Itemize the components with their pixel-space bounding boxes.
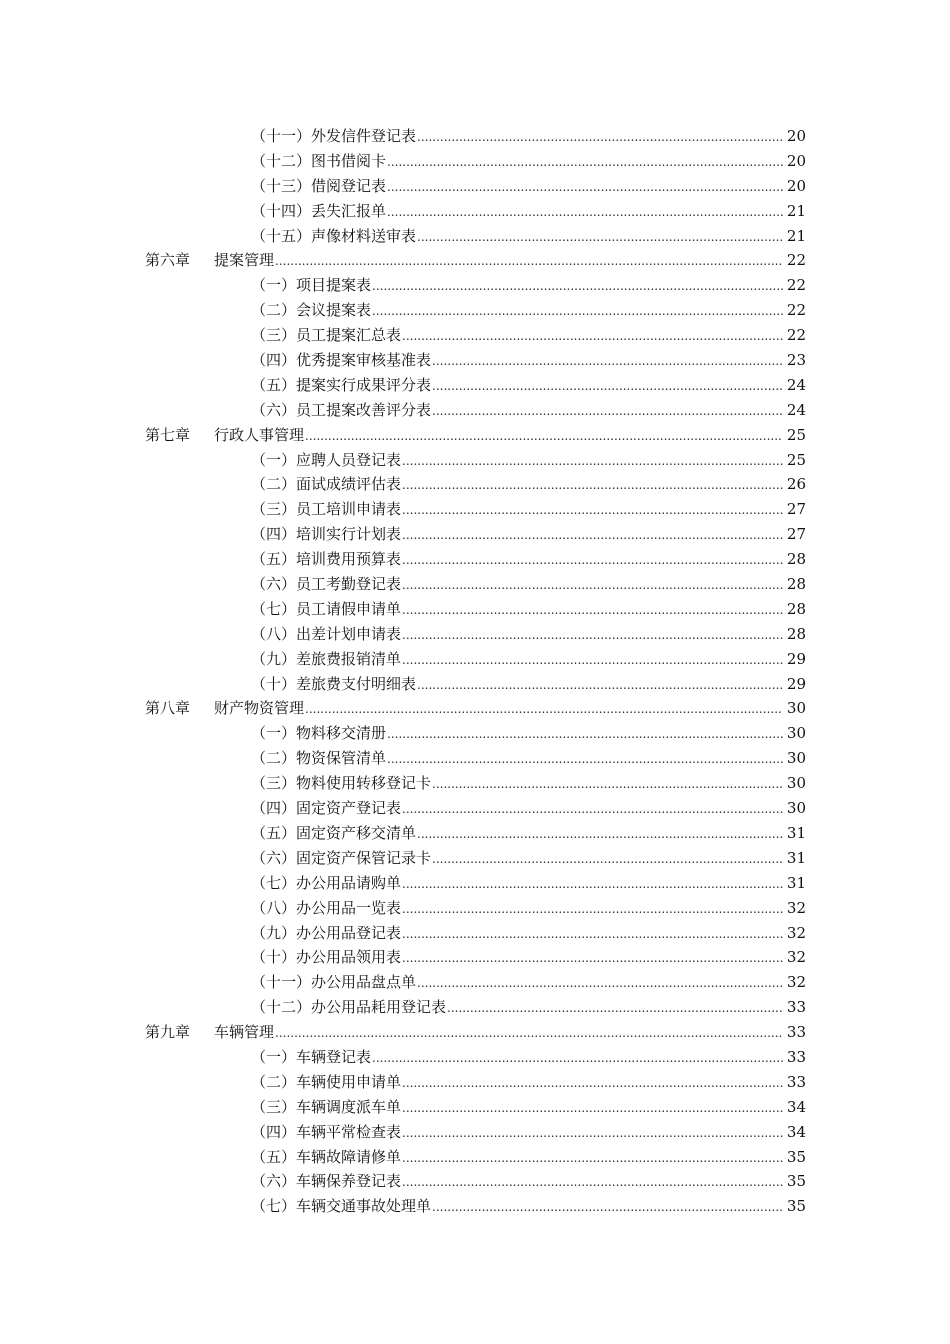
toc-section-entry[interactable] <box>0 522 950 547</box>
page-number: 22 <box>786 251 806 270</box>
dot-leader <box>372 299 783 324</box>
page-number: 25 <box>786 450 806 469</box>
toc-section-entry[interactable] <box>0 746 950 771</box>
toc-entry-label: （四）培训实行计划表 <box>251 525 402 544</box>
toc-entry-label: （十四）丢失汇报单 <box>251 201 387 220</box>
page-number: 21 <box>786 226 806 245</box>
toc-section-entry[interactable] <box>0 846 950 871</box>
toc-entry-label: （五）提案实行成果评分表 <box>251 375 432 394</box>
dot-leader <box>402 473 783 498</box>
dot-leader <box>402 922 783 947</box>
toc-entry-label: （一）应聘人员登记表 <box>251 450 402 469</box>
toc-section-entry[interactable] <box>0 821 950 846</box>
toc-section-entry[interactable] <box>0 572 950 597</box>
toc-entry-label: （七）办公用品请购单 <box>251 873 402 892</box>
toc-section-entry[interactable] <box>0 224 950 249</box>
toc-entry-label: （十）办公用品领用表 <box>251 948 402 967</box>
toc-section-entry[interactable] <box>0 622 950 647</box>
toc-section-entry[interactable] <box>0 448 950 473</box>
toc-entry-label: （九）办公用品登记表 <box>251 923 402 942</box>
toc-entry-label: （六）员工提案改善评分表 <box>251 400 432 419</box>
toc-entry-label <box>145 696 304 721</box>
dot-leader <box>432 349 783 374</box>
toc-section-entry[interactable] <box>0 1194 950 1219</box>
dot-leader <box>305 697 783 722</box>
dot-leader <box>402 1071 783 1096</box>
toc-entry-label: （十）差旅费支付明细表 <box>251 674 417 693</box>
toc-entry-label: （二）会议提案表 <box>251 301 372 320</box>
toc-entry-label: （四）车辆平常检查表 <box>251 1122 402 1141</box>
toc-entry-label: （三）物料使用转移登记卡 <box>251 774 432 793</box>
page-number: 22 <box>786 326 806 345</box>
page-number: 35 <box>786 1197 806 1216</box>
dot-leader <box>372 1046 783 1071</box>
toc-entry-label: （十一）办公用品盘点单 <box>251 973 417 992</box>
page-number: 30 <box>786 724 806 743</box>
page-number: 22 <box>786 276 806 295</box>
page-number: 27 <box>786 525 806 544</box>
toc-entry-label: （十五）声像材料送审表 <box>251 226 417 245</box>
toc-section-entry[interactable] <box>0 398 950 423</box>
page-number: 35 <box>786 1147 806 1166</box>
toc-entry-label: （三）车辆调度派车单 <box>251 1097 402 1116</box>
dot-leader <box>432 374 783 399</box>
toc-entry-label: （七）车辆交通事故处理单 <box>251 1197 432 1216</box>
toc-section-entry[interactable] <box>0 796 950 821</box>
toc-section-entry[interactable] <box>0 721 950 746</box>
page-number: 20 <box>786 151 806 170</box>
page-number: 32 <box>786 948 806 967</box>
toc-entry-label: （十二）办公用品耗用登记表 <box>251 998 447 1017</box>
toc-entry-label: （七）员工请假申请单 <box>251 599 402 618</box>
page-number: 20 <box>786 127 806 145</box>
dot-leader <box>417 125 783 150</box>
toc-section-entry[interactable] <box>0 124 950 149</box>
dot-leader <box>417 225 783 250</box>
toc-entry-label: （一）车辆登记表 <box>251 1047 372 1066</box>
page-number: 33 <box>786 1072 806 1091</box>
page-number: 32 <box>786 973 806 992</box>
toc-section-entry[interactable] <box>0 273 950 298</box>
page-number: 20 <box>786 176 806 195</box>
toc-section-entry[interactable] <box>0 373 950 398</box>
toc-section-entry[interactable] <box>0 871 950 896</box>
dot-leader <box>305 424 783 449</box>
toc-chapter-entry[interactable] <box>0 248 950 273</box>
toc-entry-label: （一）项目提案表 <box>251 276 372 295</box>
toc-entry-label: （二）面试成绩评估表 <box>251 475 402 494</box>
page-number: 30 <box>786 699 806 718</box>
toc-entry-label: （五）车辆故障请修单 <box>251 1147 402 1166</box>
toc-entry-label: （十二）图书借阅卡 <box>251 151 387 170</box>
page-number: 26 <box>786 475 806 494</box>
page-number: 24 <box>786 375 806 394</box>
page-number: 35 <box>786 1172 806 1191</box>
dot-leader <box>417 971 783 996</box>
toc-entry-label: （四）固定资产登记表 <box>251 799 402 818</box>
toc-entry-label: （十一）外发信件登记表 <box>251 127 417 145</box>
dot-leader <box>432 1195 783 1220</box>
page-number: 24 <box>786 400 806 419</box>
page-number: 21 <box>786 201 806 220</box>
toc-section-entry[interactable] <box>0 1095 950 1120</box>
dot-leader <box>402 946 783 971</box>
toc-entry-label: （六）固定资产保管记录卡 <box>251 848 432 867</box>
toc-section-entry[interactable] <box>0 547 950 572</box>
toc-section-entry[interactable] <box>0 921 950 946</box>
dot-leader <box>402 498 783 523</box>
page-number: 29 <box>786 649 806 668</box>
dot-leader <box>402 1121 783 1146</box>
page-number: 34 <box>786 1097 806 1116</box>
toc-entry-label: （九）差旅费报销清单 <box>251 649 402 668</box>
page-number: 29 <box>786 674 806 693</box>
toc-entry-label <box>145 423 304 448</box>
page-number: 32 <box>786 898 806 917</box>
page-number: 34 <box>786 1122 806 1141</box>
chapter-title: 提案管理 <box>214 251 275 270</box>
toc-section-entry[interactable] <box>0 1145 950 1170</box>
dot-leader <box>402 1096 783 1121</box>
toc-section-entry[interactable] <box>0 995 950 1020</box>
toc-section-entry[interactable] <box>0 771 950 796</box>
page-number: 31 <box>786 823 806 842</box>
dot-leader <box>275 249 783 274</box>
dot-leader <box>387 150 783 175</box>
toc-section-entry[interactable] <box>0 1120 950 1145</box>
toc-entry-label: （八）办公用品一览表 <box>251 898 402 917</box>
page-number: 31 <box>786 848 806 867</box>
toc-section-entry[interactable] <box>0 174 950 199</box>
toc-chapter-entry[interactable] <box>0 423 950 448</box>
page-number: 30 <box>786 774 806 793</box>
dot-leader <box>402 598 783 623</box>
toc-entry-label: （三）员工提案汇总表 <box>251 326 402 345</box>
toc-entry-label <box>145 248 274 273</box>
dot-leader <box>402 324 783 349</box>
toc-entry-label: （五）固定资产移交清单 <box>251 823 417 842</box>
dot-leader <box>417 822 783 847</box>
page-number: 23 <box>786 351 806 370</box>
page-number: 31 <box>786 873 806 892</box>
page-number: 27 <box>786 500 806 519</box>
toc-entry-label: （五）培训费用预算表 <box>251 550 402 569</box>
dot-leader <box>402 1146 783 1171</box>
dot-leader <box>402 623 783 648</box>
dot-leader <box>387 200 783 225</box>
toc-section-entry[interactable] <box>0 970 950 995</box>
toc-section-entry[interactable] <box>0 323 950 348</box>
toc-entry-label: （六）员工考勤登记表 <box>251 575 402 594</box>
chapter-title: 财产物资管理 <box>214 699 305 718</box>
dot-leader <box>402 548 783 573</box>
page-number: 32 <box>786 923 806 942</box>
page-number: 33 <box>786 1047 806 1066</box>
toc-entry-label: （二）车辆使用申请单 <box>251 1072 402 1091</box>
dot-leader <box>402 897 783 922</box>
dot-leader <box>402 449 783 474</box>
table-of-contents <box>0 124 950 1219</box>
page-number: 22 <box>786 301 806 320</box>
chapter-title: 行政人事管理 <box>214 425 305 444</box>
page-number: 30 <box>786 749 806 768</box>
dot-leader <box>432 399 783 424</box>
dot-leader <box>417 673 783 698</box>
toc-entry-label: （二）物资保管清单 <box>251 749 387 768</box>
toc-section-entry[interactable] <box>0 672 950 697</box>
toc-chapter-entry[interactable] <box>0 1020 950 1045</box>
dot-leader <box>402 872 783 897</box>
page-number: 28 <box>786 624 806 643</box>
dot-leader <box>402 648 783 673</box>
toc-section-entry[interactable] <box>0 1070 950 1095</box>
dot-leader <box>402 797 783 822</box>
dot-leader <box>372 274 783 299</box>
toc-entry-label: （六）车辆保养登记表 <box>251 1172 402 1191</box>
dot-leader <box>447 996 783 1021</box>
page-number: 33 <box>786 1023 806 1042</box>
dot-leader <box>402 573 783 598</box>
toc-section-entry[interactable] <box>0 647 950 672</box>
toc-section-entry[interactable] <box>0 597 950 622</box>
page-number: 28 <box>786 575 806 594</box>
toc-section-entry[interactable] <box>0 348 950 373</box>
dot-leader <box>275 1021 783 1046</box>
toc-section-entry[interactable] <box>0 945 950 970</box>
dot-leader <box>387 175 783 200</box>
chapter-number: 第九章 <box>145 1023 191 1042</box>
toc-entry-label: （四）优秀提案审核基准表 <box>251 351 432 370</box>
chapter-number: 第八章 <box>145 699 191 718</box>
toc-section-entry[interactable] <box>0 298 950 323</box>
toc-chapter-entry[interactable] <box>0 696 950 721</box>
toc-section-entry[interactable] <box>0 497 950 522</box>
page-number: 33 <box>786 998 806 1017</box>
toc-section-entry[interactable] <box>0 149 950 174</box>
toc-entry-label: （一）物料移交清册 <box>251 724 387 743</box>
chapter-title: 车辆管理 <box>214 1023 275 1042</box>
toc-entry-label <box>145 1020 274 1045</box>
page-number: 28 <box>786 550 806 569</box>
toc-section-entry[interactable] <box>0 1169 950 1194</box>
chapter-number: 第六章 <box>145 251 191 270</box>
toc-entry-label: （八）出差计划申请表 <box>251 624 402 643</box>
toc-entry-label: （三）员工培训申请表 <box>251 500 402 519</box>
toc-section-entry[interactable] <box>0 1045 950 1070</box>
toc-section-entry[interactable] <box>0 199 950 224</box>
chapter-number: 第七章 <box>145 425 191 444</box>
page-number: 28 <box>786 599 806 618</box>
dot-leader <box>402 1170 783 1195</box>
dot-leader <box>387 747 783 772</box>
toc-section-entry[interactable] <box>0 896 950 921</box>
page-number: 30 <box>786 799 806 818</box>
dot-leader <box>402 523 783 548</box>
toc-entry-label: （十三）借阅登记表 <box>251 176 387 195</box>
toc-section-entry[interactable] <box>0 472 950 497</box>
dot-leader <box>387 722 783 747</box>
dot-leader <box>432 772 783 797</box>
dot-leader <box>432 847 783 872</box>
page-number: 25 <box>786 425 806 444</box>
